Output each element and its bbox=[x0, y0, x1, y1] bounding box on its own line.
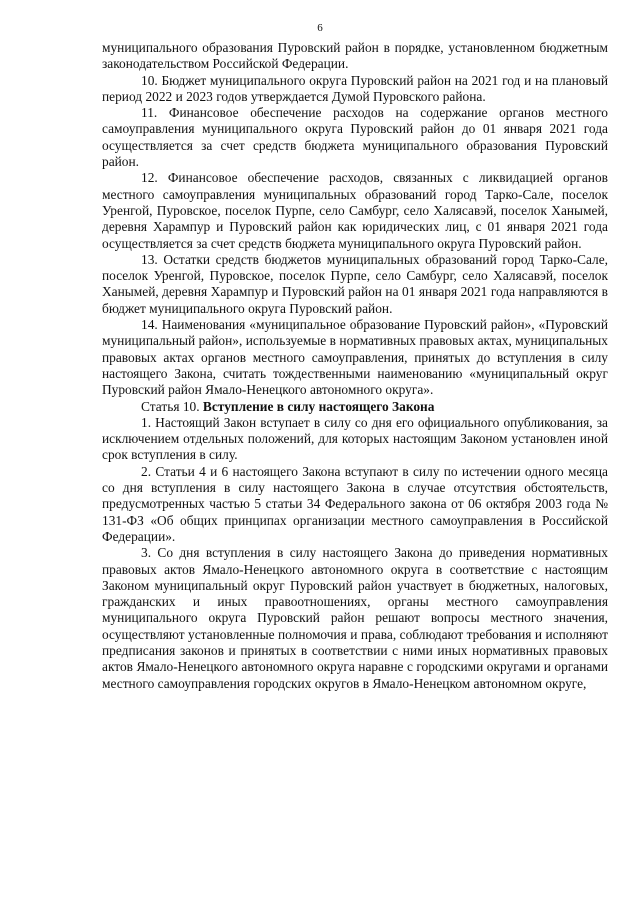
paragraph-continuation: муниципального образования Пуровский район в порядке, установленном бюджетным законодательством Российской Федерации. bbox=[102, 40, 608, 72]
paragraph-item-10: 10. Бюджет муниципального округа Пуровский район на 2021 год и на плановый период 2022 и 2023 годов утверждается Думой Пуровского района. bbox=[102, 72, 608, 104]
article-heading bbox=[102, 399, 608, 415]
article-paragraph-2: 2. Статьи 4 и 6 настоящего Закона вступают в силу по истечении одного месяца со дня вступления в силу настоящего Закона в случае отсутствия обстоятельств, предусмотренных частью 5 статьи 34 Федерального закона от 06 октября 2003 года № 131-ФЗ «Об общих принципах организации местного самоуправления в Российской Федерации». bbox=[102, 463, 608, 544]
article-paragraph-3: 3. Со дня вступления в силу настоящего Закона до приведения нормативных правовых актов Ямало-Ненецкого автономного округа в соответствие с настоящим Законом муниципальный округ Пуровский район участвует в бюджетных, налоговых, гражданских и иных правоотношениях, органы местного самоуправления муниципального округа Пуровский район решают вопросы местного значения, осуществляют установленные полномочия и права, соблюдают требования и исполняют предписания законов и принятых в соответствии с ними иных нормативных правовых актов Ямало-Ненецкого автономного округа наравне с городскими округами и органами местного самоуправления городских округов в Ямало-Ненецком автономном округе, bbox=[102, 545, 608, 691]
article-label: Статья 10. bbox=[141, 398, 203, 414]
document-body bbox=[102, 40, 608, 692]
article-title: Вступление в силу настоящего Закона bbox=[202, 398, 435, 414]
article-paragraph-1: 1. Настоящий Закон вступает в силу со дня его официального опубликования, за исключением отдельных положений, для которых настоящим Законом установлен иной срок вступления в силу. bbox=[102, 414, 608, 463]
paragraph-item-13: 13. Остатки средств бюджетов муниципальных образований город Тарко-Сале, поселок Уренгой, Пуровское, поселок Пурпе, село Самбург, село Халясавэй, поселок Ханымей, деревня Харампур и Пуровский район на 01 января 2021 года направляются в бюджет муниципального округа Пуровский район. bbox=[102, 251, 608, 316]
paragraph-item-12: 12. Финансовое обеспечение расходов, связанных с ликвидацией органов местного самоуправления муниципальных образований город Тарко-Сале, поселок Уренгой, Пуровское, поселок Пурпе, село Самбург, село Халясавэй, поселок Ханымей, деревня Харампур и Пуровский район как юридических лиц, с 01 января 2021 года осуществляется за счет средств бюджета муниципального округа Пуровский район. bbox=[102, 170, 608, 251]
paragraph-item-11: 11. Финансовое обеспечение расходов на содержание органов местного самоуправления муниципального округа Пуровский район до 01 января 2021 года осуществляется за счет средств бюджета муниципального образования Пуровский район. bbox=[102, 105, 608, 170]
page-number: 6 bbox=[317, 22, 323, 34]
paragraph-item-14: 14. Наименования «муниципальное образование Пуровский район», «Пуровский муниципальный район», используемые в нормативных правовых актах, муниципальных правовых актах органов местного самоуправления, принятых до вступления в силу настоящего Закона, считать тождественными наименованию «муниципальный округ Пуровский район Ямало-Ненецкого автономного округа». bbox=[102, 317, 608, 398]
